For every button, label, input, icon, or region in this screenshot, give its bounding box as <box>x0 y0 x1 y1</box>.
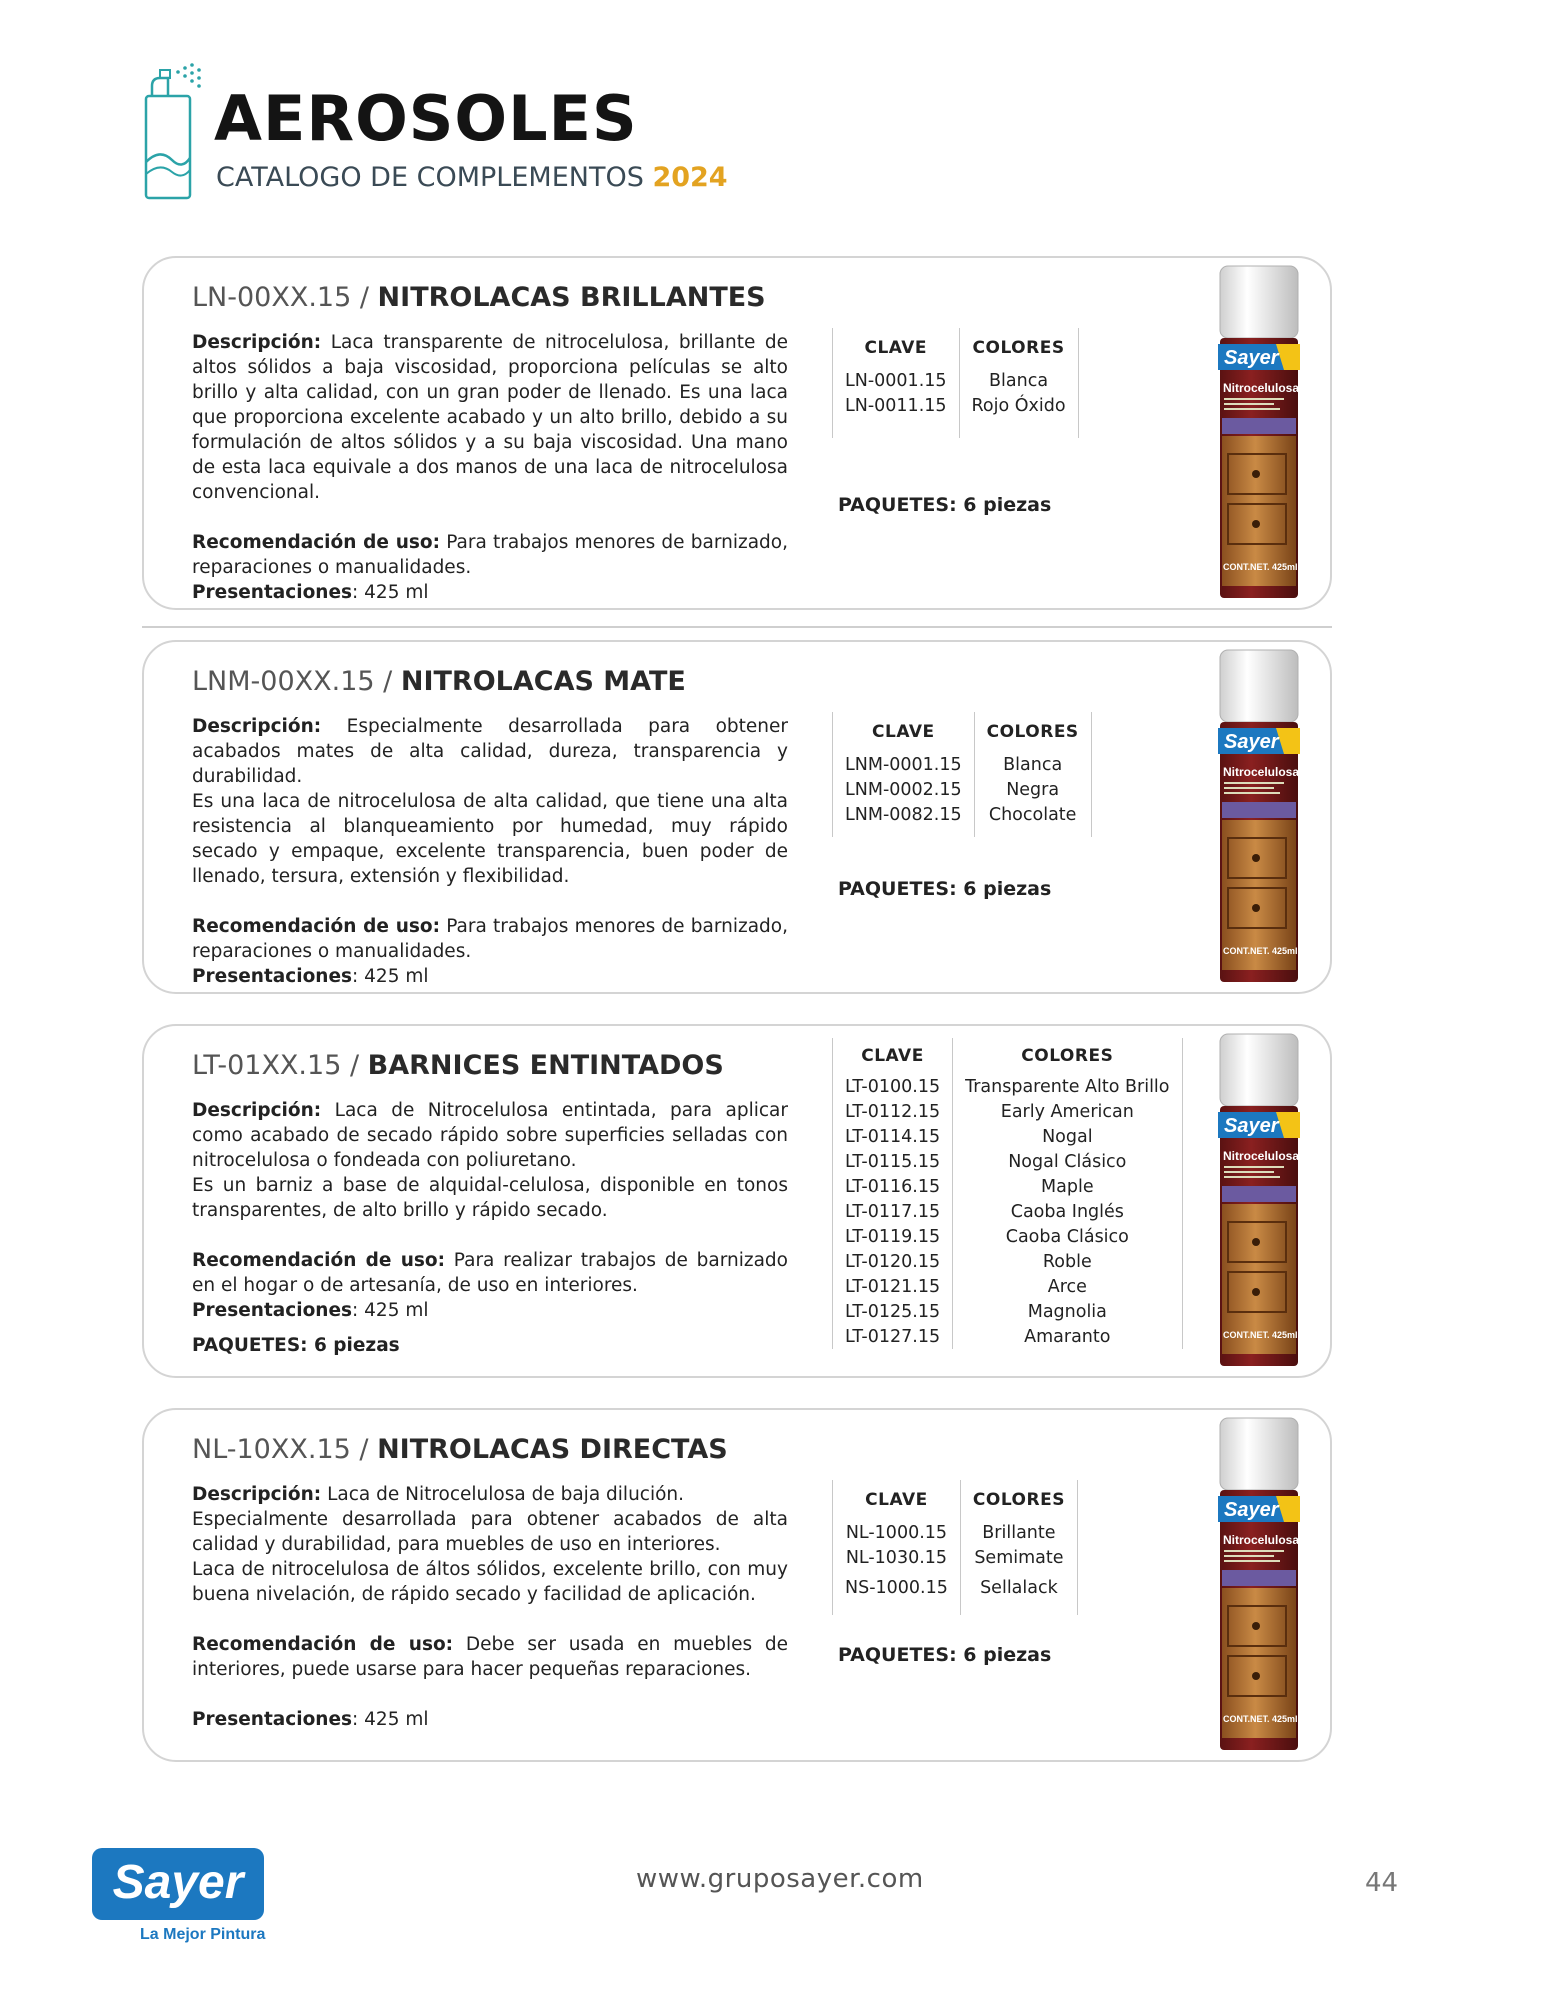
table-row: LNM-0001.15 Blanca <box>833 752 1092 777</box>
package-info: PAQUETES: 6 piezas <box>838 878 1052 900</box>
table-row: NL-1000.15 Brillante <box>833 1520 1078 1545</box>
section-divider <box>142 626 1332 628</box>
spray-can-image <box>1214 648 1304 984</box>
package-info: PAQUETES: 6 piezas <box>192 1335 400 1356</box>
table-header-colores: COLORES <box>953 1038 1182 1074</box>
spray-can-image <box>1214 264 1304 600</box>
product-card-nitrolacas-mate <box>142 640 1332 994</box>
table-header-clave: CLAVE <box>833 1480 961 1520</box>
product-spec-table <box>832 1038 1183 1349</box>
spray-can-icon <box>138 62 208 202</box>
spray-can-image <box>1214 1032 1304 1368</box>
table-row: LT-0114.15 Nogal <box>833 1124 1183 1149</box>
table-row: LT-0116.15 Maple <box>833 1174 1183 1199</box>
can-net-text: CONT.NET. 425ml <box>1223 1714 1298 1724</box>
product-title: LNM-00XX.15 / NITROLACAS MATE <box>192 666 686 697</box>
catalog-year: 2024 <box>652 162 728 193</box>
website-url[interactable]: www.gruposayer.com <box>636 1864 924 1894</box>
table-row: LT-0100.15 Transparente Alto Brillo <box>833 1074 1183 1099</box>
product-card-nitrolacas-brillantes <box>142 256 1332 610</box>
product-description: Descripción: Laca transparente de nitrocelulosa, brillante de altos sólidos a baja viscosidad, proporciona películas se alto brillo y alta calidad, con un gran poder de llenado. Es una laca que proporciona excelente acabado y un alto brillo, debido a su formulación de altos sólidos y a su baja viscosidad. Una mano de esta laca equivale a dos manos de una laca de nitrocelulosa convencional. Recomendación de uso: Para trabajos menores de barnizado, reparaciones o manualidades. Presentaciones: 425 ml <box>192 332 788 603</box>
table-row: NS-1000.15 Sellalack <box>833 1570 1078 1605</box>
can-net-text: CONT.NET. 425ml <box>1223 1330 1298 1340</box>
spray-can-image <box>1214 1416 1304 1752</box>
can-brand-text: Sayer <box>1224 1115 1279 1137</box>
table-row: LT-0120.15 Roble <box>833 1249 1183 1274</box>
table-header-colores: COLORES <box>960 1480 1077 1520</box>
product-description: Descripción: Laca de Nitrocelulosa entintada, para aplicar como acabado de secado rápido sobre superficies selladas con nitrocelulosa o fondeada con poliuretano. Es un barniz a base de alquidal-celulosa, disponible en tonos transparentes, de alto brillo y rápido secado. Recomendación de uso: Para realizar trabajos de barnizado en el hogar o de artesanía, de uso en interiores. Presentaciones: 425 ml PAQUETES: 6 piezas <box>192 1100 788 1356</box>
product-card-barnices-entintados <box>142 1024 1332 1378</box>
page-title: AEROSOLES <box>214 82 638 155</box>
product-title: NL-10XX.15 / NITROLACAS DIRECTAS <box>192 1434 728 1465</box>
page-number: 44 <box>1365 1868 1399 1898</box>
product-spec-table <box>832 712 1092 837</box>
table-header-colores: COLORES <box>974 712 1091 752</box>
table-row: LT-0125.15 Magnolia <box>833 1299 1183 1324</box>
table-row: LT-0119.15 Caoba Clásico <box>833 1224 1183 1249</box>
can-product-text: Nitrocelulosa <box>1223 765 1300 779</box>
product-description: Descripción: Laca de Nitrocelulosa de baja dilución. Especialmente desarrollada para obtener acabados de alta calidad y durabilidad, para muebles de uso en interiores. Laca de nitrocelulosa de áltos sólidos, excelente brillo, con muy buena nivelación, de rápido secado y facilidad de aplicación. Recomendación de uso: Debe ser usada en muebles de interiores, puede usarse para hacer pequeñas reparaciones. Presentaciones: 425 ml <box>192 1484 788 1730</box>
table-header-colores: COLORES <box>959 328 1078 368</box>
can-product-text: Nitrocelulosa <box>1223 1533 1300 1547</box>
can-brand-text: Sayer <box>1224 731 1279 753</box>
table-row: LT-0115.15 Nogal Clásico <box>833 1149 1183 1174</box>
sayer-logo: Sayer <box>92 1848 264 1920</box>
table-header-clave: CLAVE <box>833 1038 953 1074</box>
product-description: Descripción: Especialmente desarrollada para obtener acabados mates de alta calidad, dureza, transparencia y durabilidad. Es una laca de nitrocelulosa de alta calidad, que tiene una alta resistencia al blanqueamiento por humedad, muy rápido secado y empaque, excelente transparencia, buen poder de llenado, tersura, extensión y flexibilidad. Recomendación de uso: Para trabajos menores de barnizado, reparaciones o manualidades. Presentaciones: 425 ml <box>192 716 788 987</box>
table-row: LNM-0082.15 Chocolate <box>833 802 1092 827</box>
can-net-text: CONT.NET. 425ml <box>1223 562 1298 572</box>
product-title: LT-01XX.15 / BARNICES ENTINTADOS <box>192 1050 724 1081</box>
table-header-clave: CLAVE <box>833 328 960 368</box>
can-product-text: Nitrocelulosa <box>1223 381 1300 395</box>
product-card-nitrolacas-directas <box>142 1408 1332 1762</box>
logo-tagline: La Mejor Pintura <box>140 1926 266 1943</box>
table-row: LT-0121.15 Arce <box>833 1274 1183 1299</box>
table-header-clave: CLAVE <box>833 712 975 752</box>
can-product-text: Nitrocelulosa <box>1223 1149 1300 1163</box>
can-net-text: CONT.NET. 425ml <box>1223 946 1298 956</box>
table-row: LNM-0002.15 Negra <box>833 777 1092 802</box>
table-row: LN-0001.15 Blanca <box>833 368 1079 393</box>
can-brand-text: Sayer <box>1224 1499 1279 1521</box>
product-spec-table <box>832 328 1079 438</box>
package-info: PAQUETES: 6 piezas <box>838 1644 1052 1666</box>
table-row: LT-0127.15 Amaranto <box>833 1324 1183 1349</box>
product-title: LN-00XX.15 / NITROLACAS BRILLANTES <box>192 282 766 313</box>
can-brand-text: Sayer <box>1224 347 1279 369</box>
package-info: PAQUETES: 6 piezas <box>838 494 1052 516</box>
product-spec-table <box>832 1480 1078 1615</box>
table-row: LN-0011.15 Rojo Óxido <box>833 393 1079 418</box>
table-row: NL-1030.15 Semimate <box>833 1545 1078 1570</box>
table-row: LT-0112.15 Early American <box>833 1099 1183 1124</box>
table-row: LT-0117.15 Caoba Inglés <box>833 1199 1183 1224</box>
page-subtitle: CATALOGO DE COMPLEMENTOS 2024 <box>216 162 728 193</box>
